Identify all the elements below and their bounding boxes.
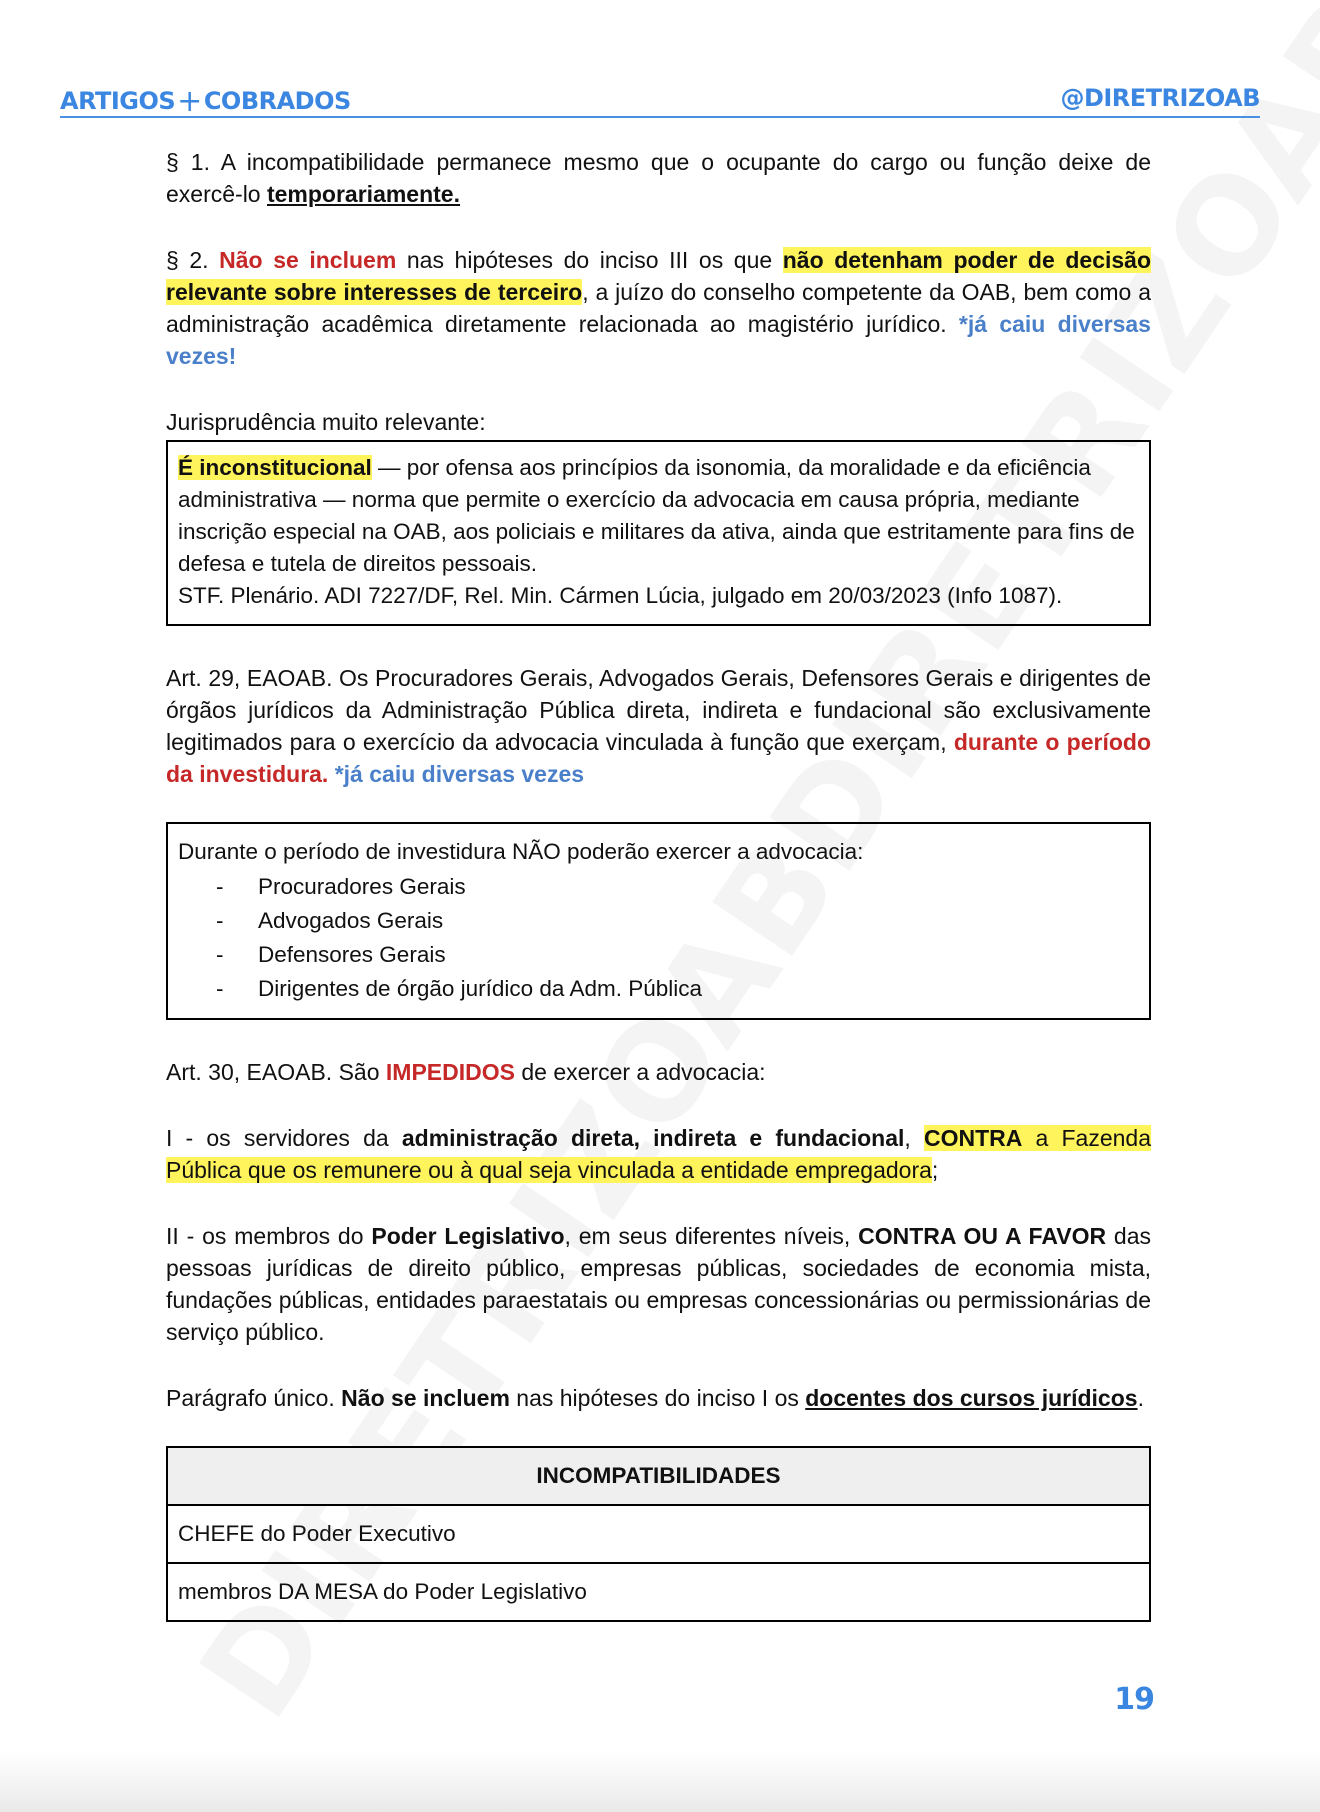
page-content xyxy=(166,146,1151,1622)
emphasis-temporariamente: temporariamente. xyxy=(266,181,460,207)
jurisprudencia-label: Jurisprudência muito relevante: xyxy=(166,409,486,435)
jurisprudencia-box xyxy=(166,440,1151,626)
paragraph-1: § 1. A incompatibilidade permanece mesmo que o ocupante do cargo ou função deixe de exercê-lo temporariamente. xyxy=(166,149,1151,207)
page-number: 19 xyxy=(1114,1682,1154,1717)
table-row: membros DA MESA do Poder Legislativo xyxy=(167,1563,1150,1621)
brand-right: COBRADOS xyxy=(203,87,351,115)
list-item: - Advogados Gerais xyxy=(178,904,1139,938)
social-handle: @DIRETRIZOAB xyxy=(1060,84,1260,112)
investidura-box xyxy=(166,822,1151,1020)
paragraph-2: § 2. Não se incluem nas hipóteses do inciso III os que não detenham poder de decisão relevante sobre interesses de terceiro, a juízo do conselho competente da OAB, bem como a administração acadêmica diretamente relacionada ao magistério jurídico. *já caiu diversas vezes! xyxy=(166,247,1152,369)
investidura-list xyxy=(178,870,1139,1006)
art-29: Art. 29, EAOAB. Os Procuradores Gerais, Advogados Gerais, Defensores Gerais e dirigentes de órgãos jurídicos da Administração Pública direta, indireta e fundacional são exclusivamente legitimados para o exercício da advocacia vinculada à função que exerçam, durante o período da investidura. *já caiu diversas vezes xyxy=(166,665,1152,787)
brand-logo xyxy=(60,84,351,119)
inciso-1: I - os servidores da administração direta, indireta e fundacional, CONTRA a Fazenda Pública que os remunere ou à qual seja vinculada a entidade empregadora; xyxy=(166,1125,1152,1183)
list-item: - Defensores Gerais xyxy=(178,938,1139,972)
incompatibilidades-table xyxy=(166,1446,1151,1622)
investidura-title: Durante o período de investidura NÃO poderão exercer a advocacia: xyxy=(178,839,864,864)
jurisprudencia-citation: STF. Plenário. ADI 7227/DF, Rel. Min. Cármen Lúcia, julgado em 20/03/2023 (Info 1087). xyxy=(178,583,1063,608)
page-bottom-shadow xyxy=(0,1752,1320,1812)
brand-left: ARTIGOS xyxy=(60,87,176,115)
paragrafo-unico: Parágrafo único. Não se incluem nas hipóteses do inciso I os docentes dos cursos jurídicos. xyxy=(166,1385,1144,1411)
highlight-poder-decisao: não detenham poder de decisão relevante sobre interesses de terceiro xyxy=(166,247,1152,305)
page-header xyxy=(60,82,1260,118)
note-ja-caiu: *já caiu diversas vezes! xyxy=(166,311,1151,369)
list-item: - Procuradores Gerais xyxy=(178,870,1139,904)
inciso-2: II - os membros do Poder Legislativo, em seus diferentes níveis, CONTRA OU A FAVOR das pessoas jurídicas de direito público, empresas públicas, sociedades de economia mista, fundações públicas, entidades paraestatais ou empresas concessionárias ou permissionárias de serviço público. xyxy=(166,1223,1152,1345)
art-30: Art. 30, EAOAB. São IMPEDIDOS de exercer a advocacia: xyxy=(166,1059,766,1085)
brand-plus: + xyxy=(177,84,202,119)
table-row: CHEFE do Poder Executivo xyxy=(167,1505,1150,1563)
jurisprudencia-text: É inconstitucional — por ofensa aos princípios da isonomia, da moralidade e da eficiência administrativa — norma que permite o exercício da advocacia em causa própria, mediante inscrição especial na OAB, aos policiais e militares da ativa, ainda que estritamente para fins de defesa e tutela de direitos pessoais. xyxy=(178,455,1135,576)
table-header: INCOMPATIBILIDADES xyxy=(167,1447,1150,1505)
list-item: - Dirigentes de órgão jurídico da Adm. Pública xyxy=(178,972,1139,1006)
highlight-inconstitucional: É inconstitucional xyxy=(178,455,372,480)
note-ja-caiu-2: *já caiu diversas vezes xyxy=(328,761,585,787)
